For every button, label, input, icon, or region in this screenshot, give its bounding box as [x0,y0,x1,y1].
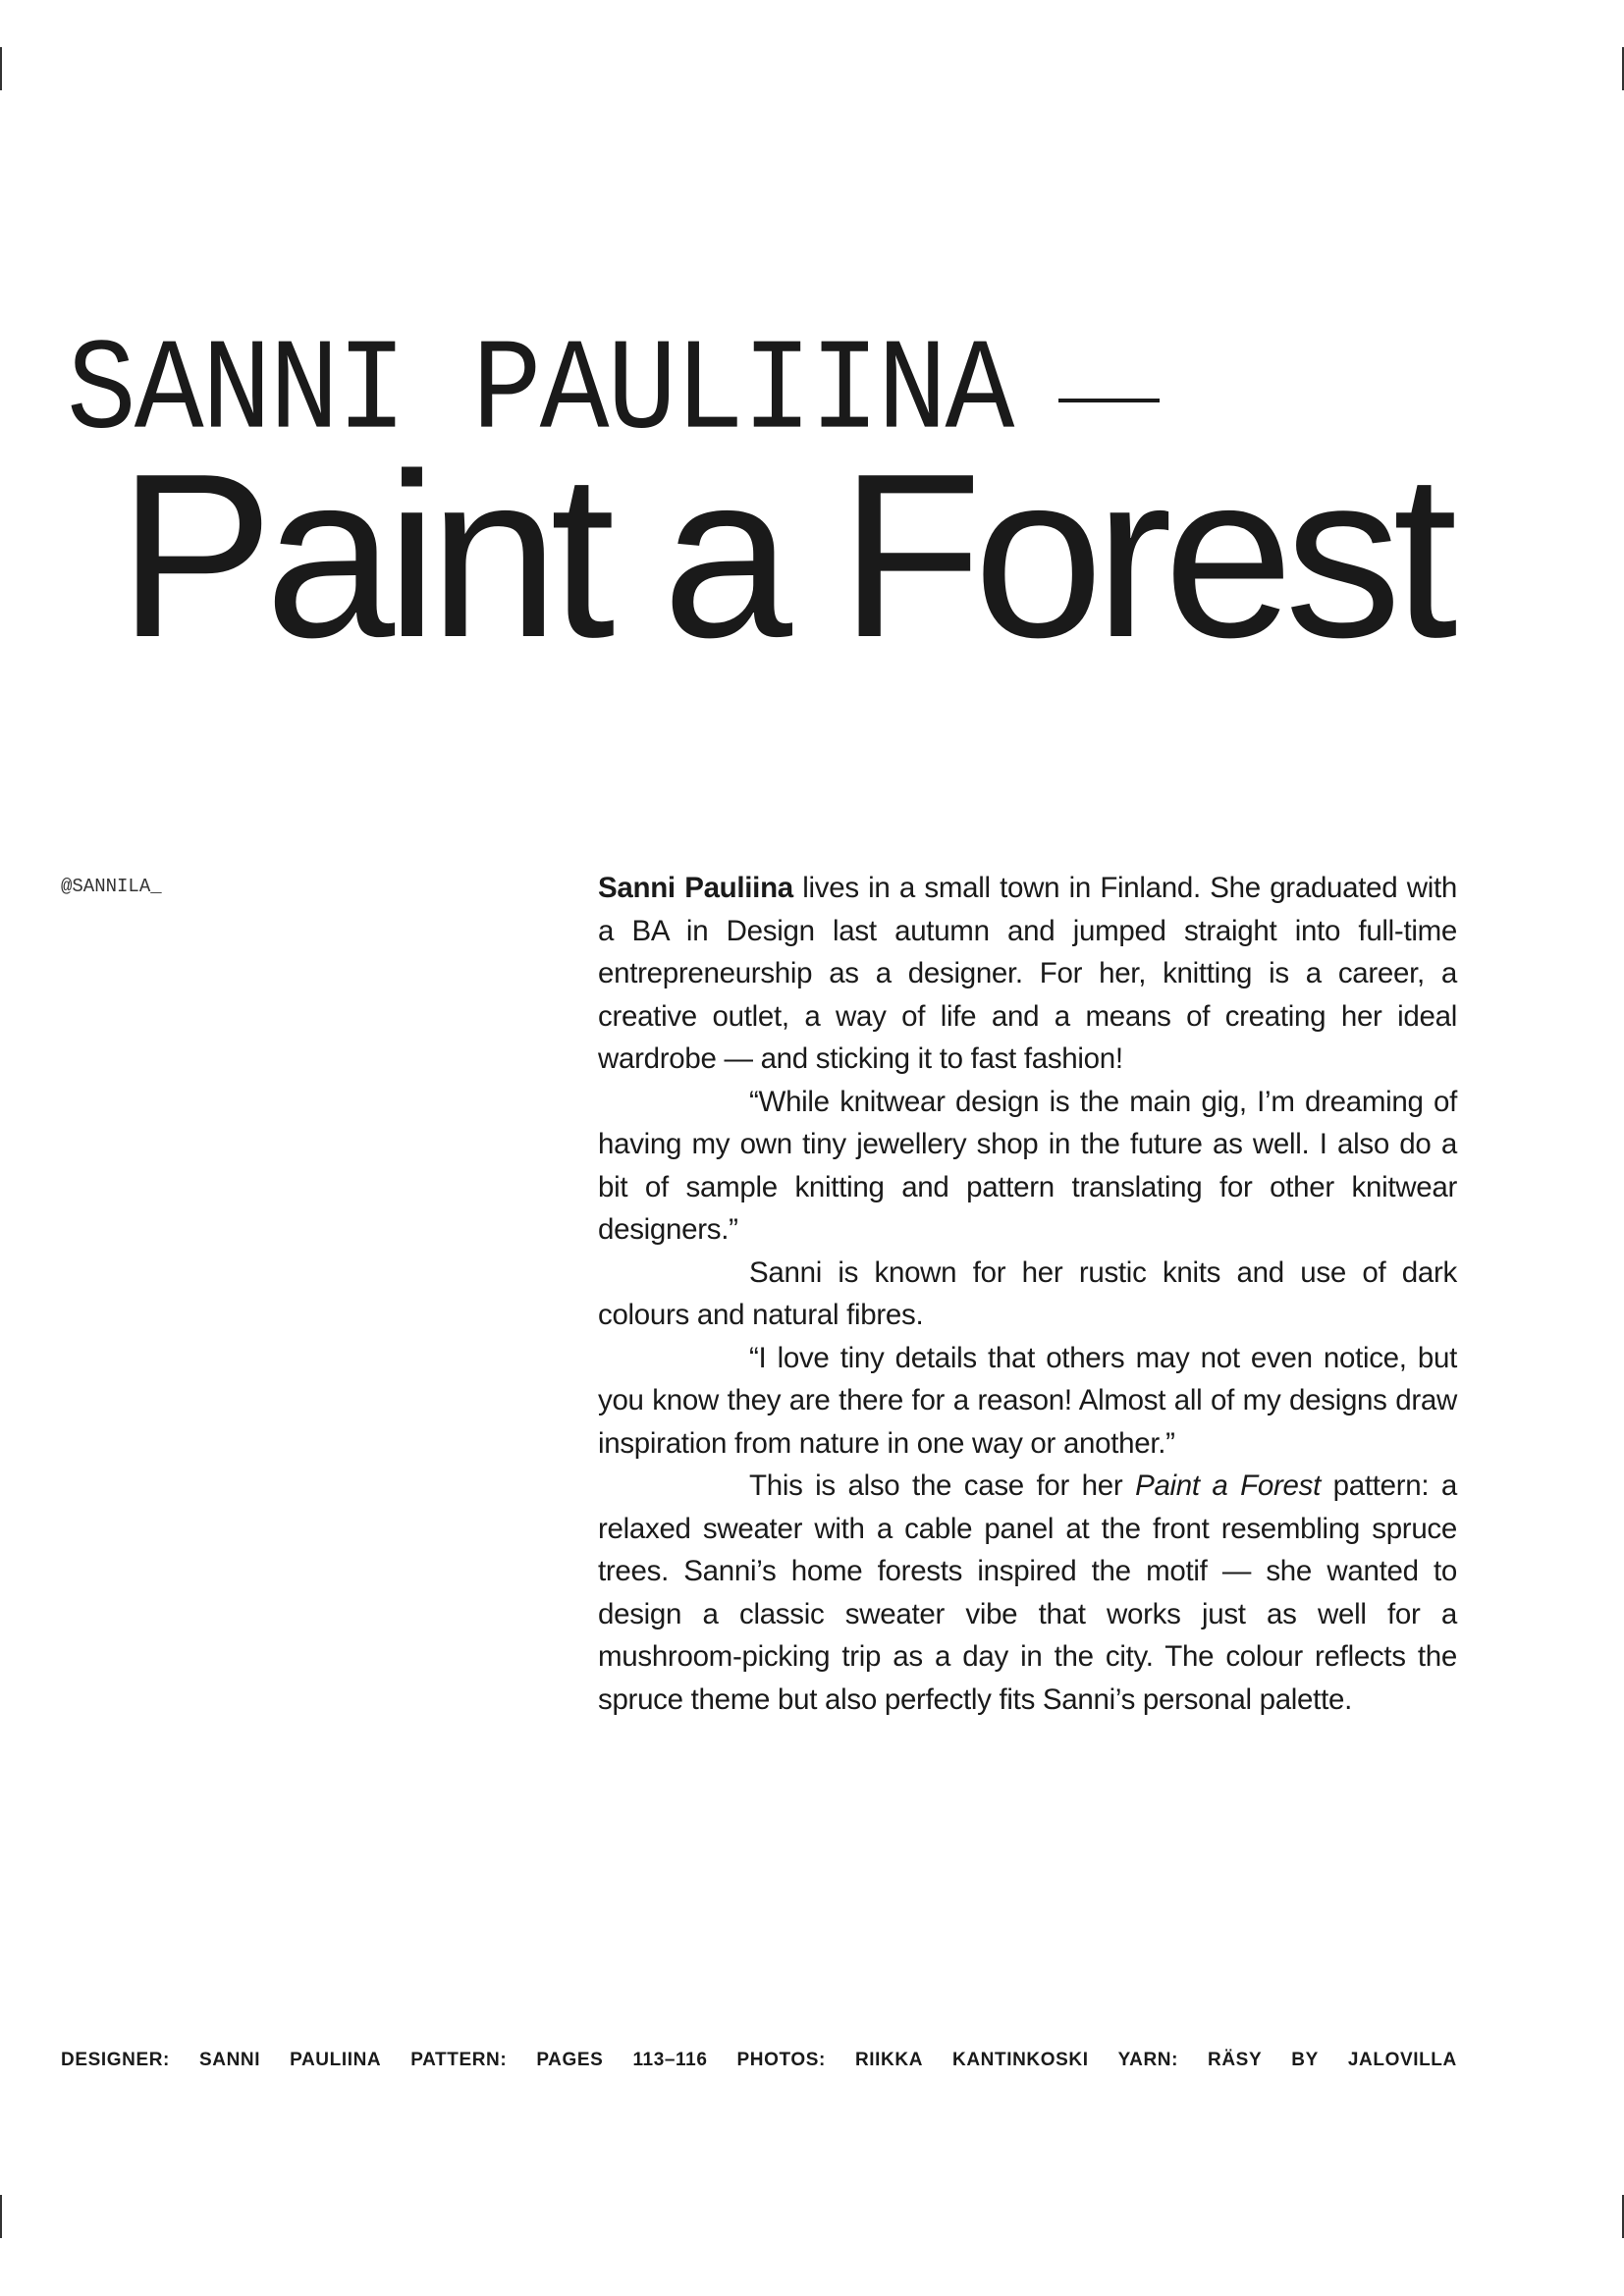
credit-word: JALOVILLA [1347,2050,1457,2070]
paragraph-text: This is also the case for her [749,1469,1136,1502]
credit-word: DESIGNER: [61,2050,170,2070]
article-paragraph: Sanni is known for her rustic knits and use of dark colours and natural fibres. [598,1255,1457,1331]
crop-mark-bottom-left [0,2195,2,2238]
instagram-handle: @SANNILA_ [61,876,162,897]
credit-word: RIIKKA [854,2050,924,2070]
credit-word: PHOTOS: [736,2050,826,2070]
designer-name-heading: SANNI PAULIINA [67,320,1013,466]
article-paragraph: “I love tiny details that others may not even notice, but you know they are there for a reason! Almost all of my designs draw inspiration from nature in one way or another.” [598,1341,1457,1460]
paragraph-text: pattern: a relaxed sweater with a cable panel at the front resembling spruce trees. Sanni’s home forests inspired the motif — she wanted to design a classic sweater vibe that works just as well for a mushroom-picking trip as a day in the city. The colour reflects the spruce theme but also perfectly fits Sanni’s personal palette. [598,1469,1457,1716]
article-body [598,867,1457,1721]
credit-word: BY [1291,2050,1319,2070]
credit-word: YARN: [1117,2050,1179,2070]
credit-word: PAGES [536,2050,604,2070]
lead-name: Sanni Pauliina [598,872,793,904]
credits-line [61,2050,1457,2071]
credit-word: RÄSY [1208,2050,1263,2070]
credit-word: 113–116 [632,2050,708,2070]
credit-word: SANNI [198,2050,261,2070]
paragraph-text: lives in a small town in Finland. She graduated with a BA in Design last autumn and jumped straight into full-time entrepreneurship as a designer. For her, knitting is a career, a creative outlet, a way of life and a means of creating her ideal wardrobe — and sticking it to fast fashion! [598,872,1457,1075]
article-paragraph [598,867,1457,1081]
credit-word: PATTERN: [410,2050,508,2070]
credit-word: KANTINKOSKI [952,2050,1089,2070]
pattern-title: Paint a Forest [118,426,1449,686]
pattern-name-italic: Paint a Forest [1135,1469,1321,1502]
title-dash [1058,399,1160,402]
article-paragraph: “While knitwear design is the main gig, I’m dreaming of having my own tiny jewellery shop in the future as well. I also do a bit of sample knitting and pattern translating for other knitwear designers.” [598,1085,1457,1246]
credit-word: PAULIINA [290,2050,382,2070]
crop-mark-top-left [0,47,2,90]
article-paragraph [598,1465,1457,1721]
